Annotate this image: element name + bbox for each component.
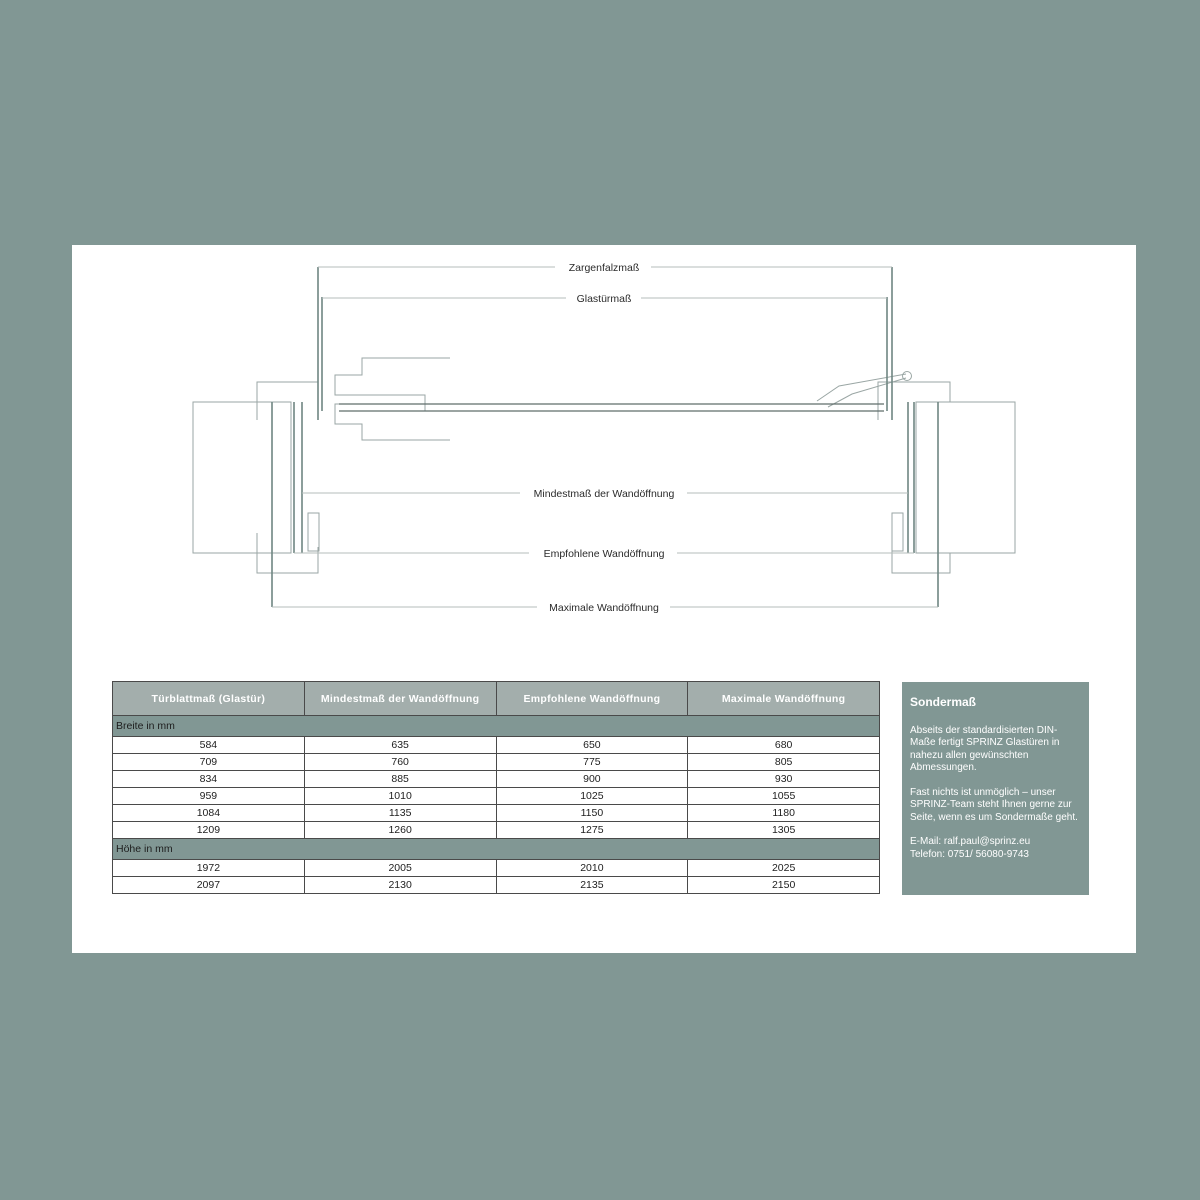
table-row bbox=[113, 805, 880, 822]
table-cell: 1055 bbox=[688, 788, 880, 805]
table-cell: 2135 bbox=[496, 877, 688, 894]
table-cell: 1275 bbox=[496, 822, 688, 839]
label-zargenfalzmass: Zargenfalzmaß bbox=[568, 262, 640, 274]
table-cell: 2025 bbox=[688, 860, 880, 877]
table-cell: 2150 bbox=[688, 877, 880, 894]
table-cell: 1084 bbox=[113, 805, 305, 822]
col-header-maximal: Maximale Wandöffnung bbox=[688, 682, 880, 716]
table-cell: 1260 bbox=[304, 822, 496, 839]
group-row-hoehe bbox=[113, 839, 880, 860]
table-cell: 834 bbox=[113, 771, 305, 788]
table-cell: 900 bbox=[496, 771, 688, 788]
info-paragraph-2: Fast nichts ist unmöglich – unser SPRINZ-Team steht Ihnen gerne zur Seite, wenn es um Sondermaße geht. bbox=[910, 786, 1078, 823]
table-cell: 2005 bbox=[304, 860, 496, 877]
table-row bbox=[113, 788, 880, 805]
left-wall-outline bbox=[193, 402, 291, 553]
col-header-tuerblattmass: Türblattmaß (Glastür) bbox=[113, 682, 305, 716]
label-glastuermass: Glastürmaß bbox=[576, 293, 632, 305]
handle-upper bbox=[335, 358, 450, 411]
info-title: Sondermaß bbox=[910, 695, 977, 709]
table-cell: 805 bbox=[688, 754, 880, 771]
group-label-breite: Breite in mm bbox=[113, 716, 880, 737]
right-wall-outline bbox=[916, 402, 1015, 553]
table-row bbox=[113, 877, 880, 894]
info-paragraph-1: Abseits der standardisierten DIN-Maße fertigt SPRINZ Glastüren in nahezu allen gewünschten Abmessungen. bbox=[910, 724, 1060, 773]
group-label-hoehe: Höhe in mm bbox=[113, 839, 880, 860]
table-cell: 1150 bbox=[496, 805, 688, 822]
label-mindestmass: Mindestmaß der Wandöffnung bbox=[533, 488, 675, 500]
table-row bbox=[113, 754, 880, 771]
table-cell: 1972 bbox=[113, 860, 305, 877]
left-frame-lip bbox=[308, 513, 319, 551]
hinge-pivot-icon bbox=[903, 372, 912, 381]
label-empfohlen: Empfohlene Wandöffnung bbox=[543, 548, 665, 560]
table-row bbox=[113, 771, 880, 788]
table-row bbox=[113, 822, 880, 839]
col-header-mindestmass: Mindestmaß der Wandöffnung bbox=[304, 682, 496, 716]
table-cell: 760 bbox=[304, 754, 496, 771]
right-frame-lip bbox=[892, 513, 903, 551]
table-cell: 2130 bbox=[304, 877, 496, 894]
table-cell: 584 bbox=[113, 737, 305, 754]
group-row-breite bbox=[113, 716, 880, 737]
col-header-empfohlen: Empfohlene Wandöffnung bbox=[496, 682, 688, 716]
table-cell: 1180 bbox=[688, 805, 880, 822]
label-maximal: Maximale Wandöffnung bbox=[549, 602, 659, 614]
handle-lower bbox=[335, 404, 450, 440]
door-frame-diagram bbox=[72, 245, 1136, 665]
table-row bbox=[113, 860, 880, 877]
table-cell: 650 bbox=[496, 737, 688, 754]
contact-phone[interactable]: Telefon: 0751/ 56080-9743 bbox=[910, 848, 1029, 860]
sizes-table bbox=[112, 681, 880, 894]
table-cell: 2010 bbox=[496, 860, 688, 877]
table-cell: 709 bbox=[113, 754, 305, 771]
sondermass-info-box bbox=[902, 682, 1089, 895]
table-cell: 1305 bbox=[688, 822, 880, 839]
table-cell: 930 bbox=[688, 771, 880, 788]
table-cell: 680 bbox=[688, 737, 880, 754]
table-cell: 885 bbox=[304, 771, 496, 788]
table-cell: 1209 bbox=[113, 822, 305, 839]
contact-email[interactable]: E-Mail: ralf.paul@sprinz.eu bbox=[910, 836, 1031, 847]
table-cell: 1135 bbox=[304, 805, 496, 822]
left-frame-top bbox=[257, 382, 318, 420]
spec-sheet bbox=[72, 245, 1136, 953]
table-row bbox=[113, 737, 880, 754]
table-cell: 775 bbox=[496, 754, 688, 771]
table-header-row bbox=[113, 682, 880, 716]
table-cell: 1010 bbox=[304, 788, 496, 805]
table-cell: 635 bbox=[304, 737, 496, 754]
table-cell: 1025 bbox=[496, 788, 688, 805]
table-cell: 959 bbox=[113, 788, 305, 805]
table-cell: 2097 bbox=[113, 877, 305, 894]
